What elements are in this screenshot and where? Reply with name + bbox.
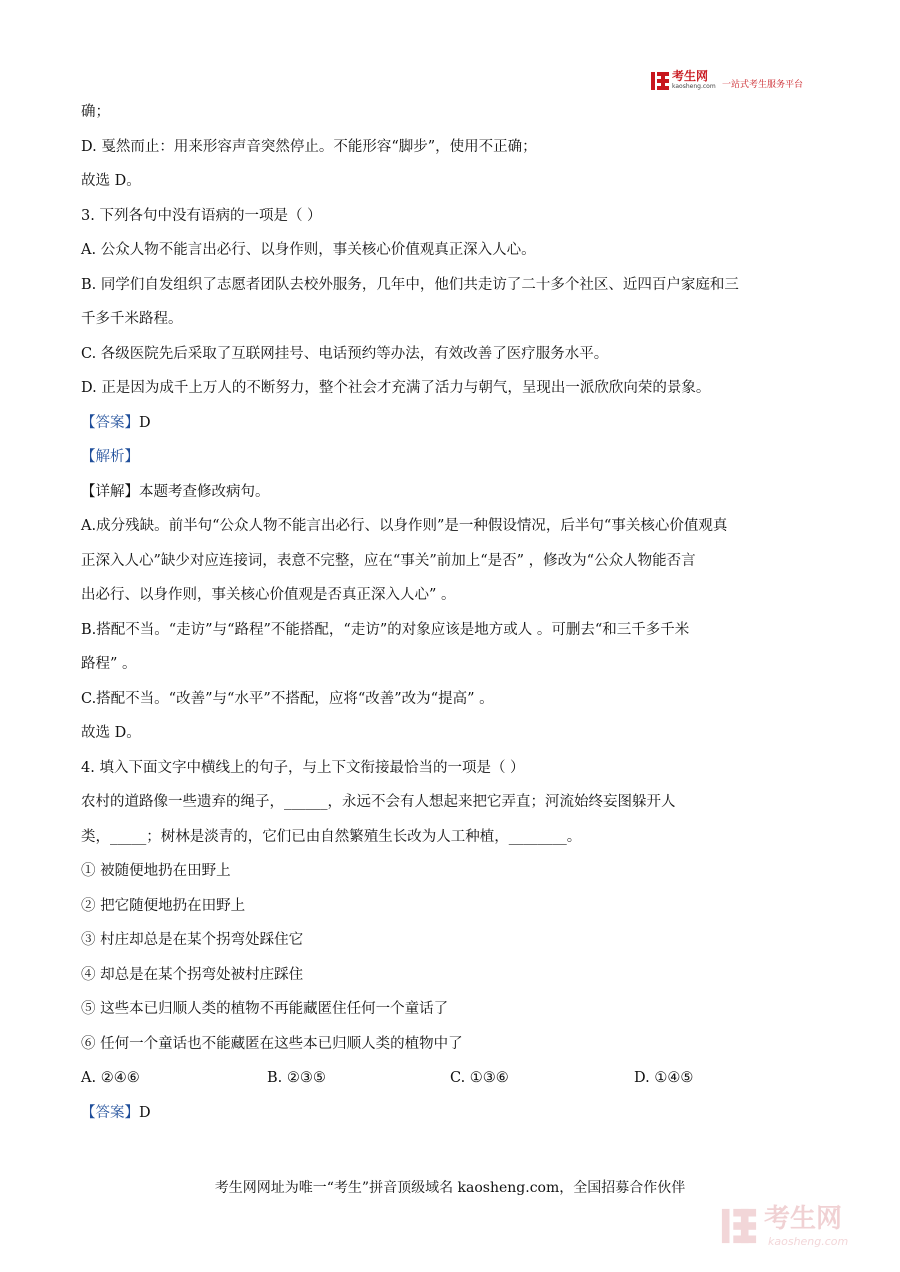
- question-3-stem: 3. 下列各句中没有语病的一项是（ ）: [81, 207, 322, 224]
- watermark-logo-icon: [720, 1207, 758, 1245]
- question-4-options: [81, 1068, 821, 1088]
- logo-text: 考生网: [672, 69, 709, 83]
- text-line: 故选 D。: [81, 173, 141, 189]
- page-footer: 考生网网址为唯一“考生”拼音顶级域名 kaosheng.com，全国招募合作伙伴: [214, 1180, 686, 1196]
- text-line: 【详解】本题考查修改病句。: [81, 483, 270, 500]
- text-line: B.搭配不当。“走访”与“路程”不能搭配，“走访”的对象应该是地方或人 。可删去“和三千多千米: [81, 621, 690, 638]
- logo-domain: kaosheng.com: [672, 83, 716, 90]
- sentence-choice: ② 把它随便地扔在田野上: [81, 897, 246, 914]
- question-4-passage: 类，_____；树林是淡青的，它们已由自然繁殖生长改为人工种植，________。: [81, 828, 582, 845]
- question-3-option-c: C. 各级医院先后采取了互联网挂号、电话预约等办法，有效改善了医疗服务水平。: [81, 345, 609, 362]
- sentence-choice: ④ 却总是在某个拐弯处被村庄踩住: [81, 966, 304, 983]
- option-c: C. ①③⑥: [450, 1070, 509, 1086]
- answer-tag: 【答案】: [81, 414, 139, 431]
- question-4-stem: 4. 填入下面文字中横线上的句子，与上下文衔接最恰当的一项是（ ）: [81, 759, 525, 776]
- text-line: 千多千米路程。: [81, 311, 183, 327]
- analysis-heading: [81, 447, 821, 467]
- question-4-passage: 农村的道路像一些遗弃的绳子，______，永远不会有人想起来把它弄直；河流始终妄图躲开人: [81, 794, 676, 810]
- option-d: D. ①④⑤: [634, 1070, 694, 1086]
- analysis-tag: 【解析】: [81, 449, 139, 465]
- question-3-option-d: D. 正是因为成千上万人的不断努力，整个社会才充满了活力与朝气，呈现出一派欣欣向荣的景象。: [81, 380, 711, 396]
- text-line: 故选 D。: [81, 725, 141, 741]
- watermark-text: 考生网: [764, 1204, 843, 1234]
- answer-line: 【答案】D: [81, 414, 151, 431]
- text-line: 路程” 。: [81, 656, 137, 672]
- text-line: 出必行、以身作则，事关核心价值观是否真正深入人心” 。: [81, 587, 456, 603]
- answer-line: 【答案】D: [81, 1104, 151, 1121]
- text-line: C.搭配不当。“改善”与“水平”不搭配，应将“改善”改为“提高” 。: [81, 690, 494, 707]
- sentence-choice: ① 被随便地扔在田野上: [81, 863, 231, 879]
- site-header-logo: [650, 68, 820, 96]
- text-line: 确；: [81, 104, 110, 120]
- text-line: A.成分残缺。前半句“公众人物不能言出必行、以身作则”是一种假设情况，后半句“事关核心价值观真: [81, 518, 728, 534]
- text-line: 正深入人心”缺少对应连接词，表意不完整，应在“事关”前加上“是否” ，修改为“公众人物能否言: [81, 552, 696, 569]
- logo-slogan: 一站式考生服务平台: [722, 80, 804, 90]
- sentence-choice: ⑤ 这些本已归顺人类的植物不再能藏匿住任何一个童话了: [81, 1001, 449, 1017]
- watermark: [720, 1203, 880, 1253]
- option-a: A. ②④⑥: [81, 1070, 140, 1086]
- option-b: B. ②③⑤: [267, 1070, 326, 1086]
- watermark-domain: kaosheng.com: [768, 1235, 849, 1248]
- answer-tag: 【答案】: [81, 1104, 139, 1121]
- sentence-choice: ⑥ 任何一个童话也不能藏匿在这些本已归顺人类的植物中了: [81, 1035, 463, 1052]
- document-body: [81, 102, 821, 1137]
- sentence-choice: ③ 村庄却总是在某个拐弯处踩住它: [81, 932, 304, 948]
- text-line: D. 戛然而止：用来形容声音突然停止。不能形容“脚步”，使用不正确；: [81, 138, 537, 155]
- question-3-option-a: A. 公众人物不能言出必行、以身作则，事关核心价值观真正深入人心。: [81, 242, 536, 258]
- question-3-option-b: B. 同学们自发组织了志愿者团队去校外服务，几年中，他们共走访了二十多个社区、近四百户家庭和三: [81, 276, 739, 293]
- kaosheng-logo-icon: [650, 71, 670, 91]
